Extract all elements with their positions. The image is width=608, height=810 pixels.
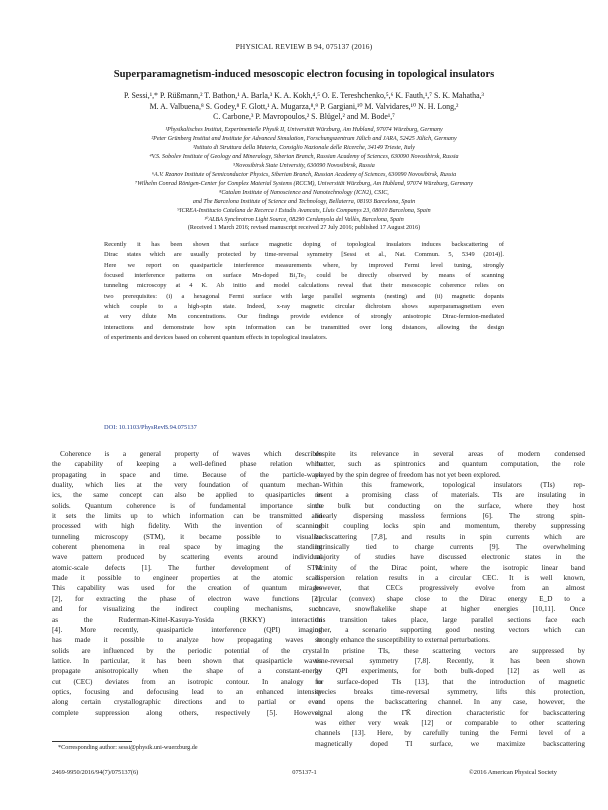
abstract-line: focused interference patterns on surface Mn-doped Bi₂Te₃ could be directly observed by means of scanning bbox=[104, 272, 504, 280]
affiliation: and The Barcelona Institute of Science and Technology, Bellaterra, 08193 Barcelona, Spain bbox=[192, 198, 416, 205]
body-line: duality, which lies at the very foundation of quantum mechan- bbox=[52, 481, 322, 490]
body-line: propagate anisotropically when the shape of a constant-energy bbox=[52, 667, 322, 676]
right-column bbox=[315, 449, 585, 749]
body-line: species breaks time-reversal symmetry, lifts this protection, bbox=[315, 687, 585, 696]
affiliation: ⁶A.V. Rzanov Institute of Semiconductor Physics, Siberian Branch, Russian Academy of Sciences, 630090 Novosibirsk, Russia bbox=[151, 171, 457, 178]
paper-title: Superparamagnetism-induced mesoscopic electron focusing in topological insulators bbox=[113, 69, 495, 80]
body-line: Within this framework, topological insulators (TIs) rep- bbox=[323, 481, 585, 490]
body-line: In pristine TIs, these scattering vectors are suppressed by bbox=[323, 646, 585, 655]
body-line: linearly dispersing massless fermions [6]. The strong spin- bbox=[315, 512, 585, 521]
body-line: propagating in space and time. Because of the particle-wave bbox=[52, 470, 322, 479]
abstract bbox=[104, 240, 504, 343]
body-line: it sets the limits up to which information can be transmitted and bbox=[52, 512, 322, 521]
body-line: cut (CEC) deviates from an isotropic contour. In analogy to bbox=[52, 677, 322, 686]
body-line: was either very weak [12] or comparable to other scattering bbox=[315, 718, 585, 727]
body-line: atomic-scale defects [1]. The further development of STM bbox=[52, 563, 322, 572]
body-line: resent a promising class of materials. TIs are insulating in bbox=[315, 491, 585, 500]
body-line: coherent phenomena in real space by imaging the standing bbox=[52, 543, 322, 552]
author-line: P. Sessi,¹,* P. Rüßmann,² T. Bathon,¹ A. Barla,³ K. A. Kokh,⁴,⁵ O. E. Tereshchenko,⁵,⁶ K. Fauth,¹,⁷ S. K. Mahatha,³ bbox=[124, 91, 484, 100]
body-line: [4]. More recently, quasiparticle interference (QPI) imaging bbox=[52, 625, 322, 634]
author-line: C. Carbone,³ P. Mavropoulos,² S. Blügel,² and M. Bode¹,⁷ bbox=[213, 112, 395, 122]
footnote-divider bbox=[52, 741, 132, 742]
affiliation: ⁷Wilhelm Conrad Röntgen-Center for Complex Material Systems (RCCM), Universität Würzburg, Am Hubland, 97074 Würzburg, Germany bbox=[135, 180, 473, 187]
body-line: vicinity of the Dirac point, where the isotropic linear band bbox=[315, 563, 585, 572]
body-line: has made it possible to analyze how propagating waves in bbox=[52, 636, 322, 645]
body-line: processed with high fidelity. With the invention of scanning bbox=[52, 522, 322, 531]
doi-text[interactable]: DOI: 10.1103/PhysRevB.94.075137 bbox=[104, 424, 197, 431]
body-line: This capability was used for the creation of quantum mirages bbox=[52, 584, 322, 593]
body-line: backscattering [7,8], and results in spin currents which are bbox=[315, 532, 585, 541]
affiliation: ⁴V.S. Sobolev Institute of Geology and Mineralogy, Siberian Branch, Russian Academy of Sciences, 630090 Novosibirsk, Russia bbox=[149, 153, 459, 160]
body-line: circular (convex) shape close to the Dirac energy E_D to a bbox=[315, 594, 585, 603]
body-line: wave pattern produced by scattering events around individual bbox=[52, 553, 322, 562]
abstract-line: Dirac states which are usually protected by time-reversal symmetry [Sessi et al., Nat. Commun. 5, 5349 (2014)]. bbox=[104, 251, 504, 259]
abstract-line: interactions and demonstrate how spin information can be transmitted over long distances, allowing the design bbox=[104, 323, 504, 331]
body-line: concave, snowflakelike shape at higher energies [10,11]. Once bbox=[315, 605, 585, 614]
body-line: ics, the same concept can also be applied to quasiparticles in bbox=[52, 491, 322, 500]
body-line: solids are influenced by the periodic potential of the crystal bbox=[52, 646, 322, 655]
body-line: [2], for extracting the phase of electron wave functions [3], bbox=[52, 594, 322, 603]
body-line: as the Ruderman-Kittel-Kasuya-Yosida (RKKY) interaction bbox=[52, 615, 322, 624]
author-list bbox=[60, 91, 548, 123]
body-line: and for visualizing the indirect coupling mechanisms, such bbox=[52, 605, 322, 614]
body-line: for surface-doped TIs [13], that the introduction of magnetic bbox=[315, 677, 585, 686]
affiliation: ⁸Catalan Institute of Nanoscience and Nanotechnology (ICN2), CSIC, bbox=[219, 189, 389, 196]
abstract-line: Recently it has been shown that surface magnetic doping of topological insulators induces backscattering of bbox=[104, 241, 504, 248]
received-dates: (Received 1 March 2016; revised manuscript received 27 July 2016; published 17 August 2016) bbox=[187, 225, 421, 232]
body-line: and opens the backscattering channel. In any case, however, the bbox=[315, 698, 585, 707]
body-line: other, a scenario supporting good nesting vectors which can bbox=[315, 625, 585, 634]
body-line: tunneling microscopy (STM), it became possible to visualize bbox=[52, 532, 322, 541]
author-line: M. A. Valbuena,⁸ S. Godey,⁸ F. Glott,¹ A. Mugarza,⁸,⁹ P. Gargiani,¹⁰ M. Valvidares,¹⁰ N. H. Long,² bbox=[149, 101, 459, 111]
affiliation: ²Peter Grünberg Institut and Institute for Advanced Simulation, Forschungszentrum Jülich and JARA, 52425 Jülich, Germany bbox=[151, 135, 457, 142]
footer-page-number: 075137-1 bbox=[292, 769, 317, 776]
abstract-line: at very dilute Mn concentrations. Our findings provide evidence of strongly anisotropic Dirac-fermion-mediated bbox=[104, 313, 504, 321]
body-line: complete suppression along others, respectively [5]. However, bbox=[52, 708, 322, 717]
journal-header: PHYSICAL REVIEW B 94, 075137 (2016) bbox=[235, 42, 373, 51]
affiliation: ¹Physikalisches Institut, Experimentelle Physik II, Universität Würzburg, Am Hubland, 97074 Würzburg, Germany bbox=[165, 127, 443, 133]
body-line: the capability of keeping a well-defined phase relation while bbox=[52, 460, 322, 469]
affiliation: ³Istituto di Struttura della Materia, Consiglio Nazionale delle Ricerche, 34149 Trieste, Italy bbox=[193, 144, 415, 151]
abstract-line: Here we report on quasiparticle interference measurements where, by improved Fermi level tuning, strongly bbox=[104, 261, 504, 269]
corresponding-author-footnote: *Corresponding author: sessi@physik.uni-wuerzburg.de bbox=[58, 744, 198, 751]
body-line: solids. Quantum coherence is of fundamental importance since bbox=[52, 501, 322, 510]
body-line: magnetically doped TI surface, we maximize backscattering bbox=[315, 739, 585, 748]
body-line: lattice. In particular, it has been shown that quasiparticle waves bbox=[52, 656, 322, 665]
body-line: Coherence is a general property of waves which describes bbox=[60, 450, 322, 458]
body-line: orbit coupling locks spin and momentum, thereby suppressing bbox=[315, 522, 585, 531]
footer-copyright: ©2016 American Physical Society bbox=[468, 769, 557, 776]
body-line: along certain crystallographic directions and to partial or even bbox=[52, 698, 322, 707]
abstract-line: of experiments and devices based on coherent quantum effects in topological insulators. bbox=[104, 334, 328, 342]
body-line: optics, focusing and defocusing lead to an enhanced intensity bbox=[52, 687, 322, 696]
footer-issn: 2469-9950/2016/94(7)/075137(6) bbox=[52, 769, 139, 776]
body-line: strongly enhance the susceptibility to external perturbations. bbox=[315, 636, 490, 645]
affiliation: ⁵Novosibirsk State University, 630090 Novosibirsk, Russia bbox=[233, 162, 375, 169]
body-line: played by the spin degree of freedom has not yet been explored. bbox=[315, 470, 501, 479]
body-line: time-reversal symmetry [7,8]. Recently, it has been shown bbox=[315, 656, 585, 665]
body-line: however, that CECs progressively evolve from an almost bbox=[315, 584, 585, 593]
body-line: this transition takes place, large parallel sections face each bbox=[315, 615, 585, 624]
abstract-line: tunneling microscopy at 4 K. Ab initio and model calculations reveal that their mesoscopic coherence relies on bbox=[104, 282, 504, 290]
body-line: channels [13]. Here, by carefully tuning the Fermi level of a bbox=[315, 729, 585, 738]
body-line: majority of studies have discussed electronic states in the bbox=[315, 553, 585, 562]
body-line: the bulk but conducting on the surface, where they host bbox=[315, 501, 585, 510]
body-line: matter, such as spintronics and quantum computation, the role bbox=[315, 460, 585, 469]
abstract-line: two prerequisites: (i) a hexagonal Fermi surface with large parallel segments (nesting) and (ii) magnetic dopants bbox=[104, 292, 504, 300]
body-line: intrinsically tied to charge currents [9]. The overwhelming bbox=[315, 543, 585, 552]
abstract-line: which couple to a high-spin state. Indeed, x-ray magnetic circular dichroism shows superparamagnetism even bbox=[104, 303, 504, 311]
body-line: by QPI experiments, for both bulk-doped [12] as well as bbox=[315, 667, 585, 676]
body-line: signal along the Γ̄K̄ direction characteristic for backscattering bbox=[315, 708, 585, 717]
doi-link[interactable] bbox=[104, 424, 197, 431]
body-line: dispersion relation results in a circular CEC. It is well known, bbox=[315, 574, 585, 583]
body-line: despite its relevance in several areas of modern condensed bbox=[315, 450, 585, 458]
body-line: made it possible to engineer properties at the atomic scale. bbox=[52, 574, 322, 583]
affiliation: ⁹ICREA-Institucio Catalana de Recerca i Estudis Avancats, Lluis Companys 23, 08010 Barcelona, Spain bbox=[177, 207, 431, 214]
left-column bbox=[52, 449, 322, 718]
affiliation: ¹⁰ALBA Synchrotron Light Source, 08290 Cerdanyola del Vallès, Barcelona, Spain bbox=[204, 216, 404, 223]
affiliation-list bbox=[36, 126, 572, 233]
